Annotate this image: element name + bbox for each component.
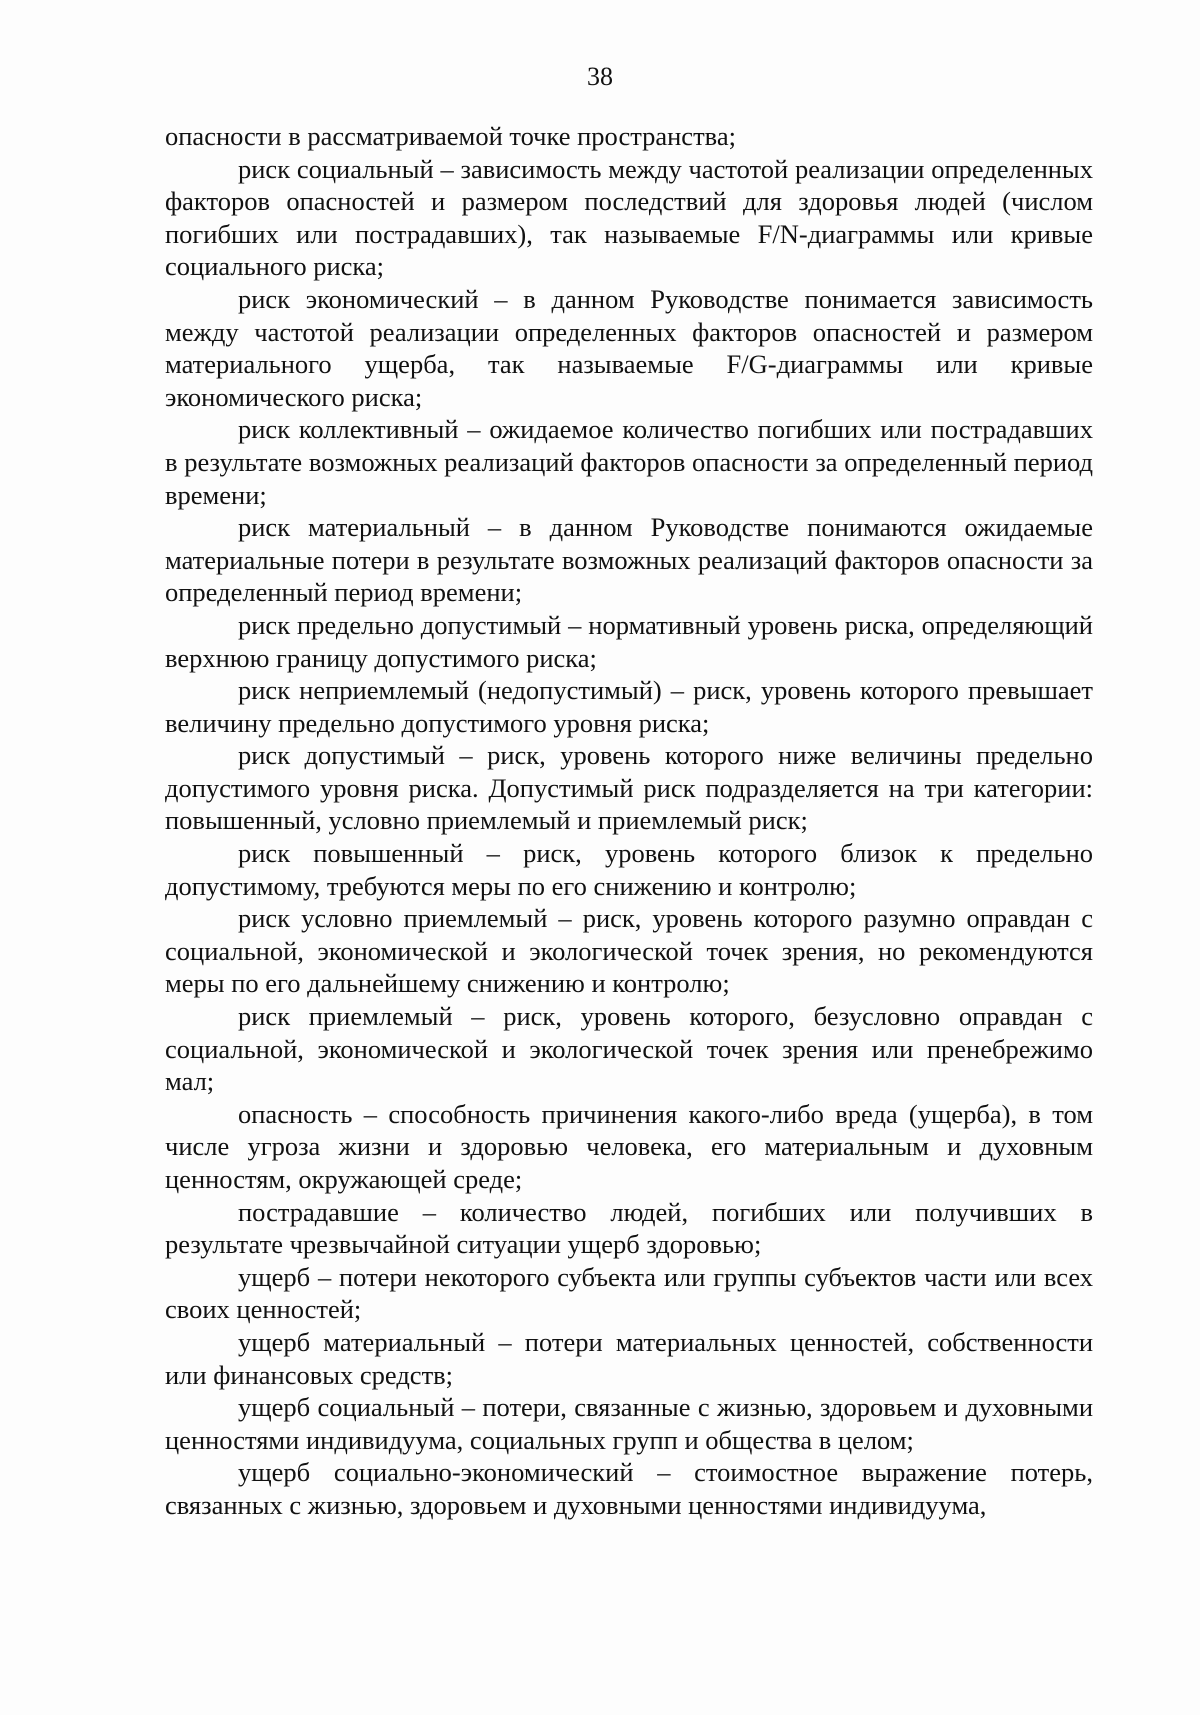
definition-conditionally-acceptable-risk: риск условно приемлемый – риск, уровень которого разумно оправдан с социальной, экономической и экологической точек зрения, но рекомендуются меры по его дальнейшему снижению и контролю; xyxy=(165,903,1093,999)
definition-collective-risk: риск коллективный – ожидаемое количество погибших или пострадавших в результате возможных реализаций факторов опасности за определенный период времени; xyxy=(165,414,1093,510)
definition-elevated-risk: риск повышенный – риск, уровень которого близок к предельно допустимому, требуются меры по его снижению и контролю; xyxy=(165,838,1093,901)
definition-social-damage: ущерб социальный – потери, связанные с жизнью, здоровьем и духовными ценностями индивидуума, социальных групп и общества в целом; xyxy=(165,1392,1093,1455)
definition-economic-risk: риск экономический – в данном Руководстве понимается зависимость между частотой реализации определенных факторов опасностей и размером материального ущерба, так называемые F/G-диаграммы или кривые экономического риска; xyxy=(165,283,1093,412)
definition-victims: пострадавшие – количество людей, погибших или получивших в результате чрезвычайной ситуации ущерб здоровью; xyxy=(165,1196,1093,1260)
definition-acceptable-risk: риск приемлемый – риск, уровень которого, безусловно оправдан с социальной, экономической и экологической точек зрения или пренебрежимо мал; xyxy=(165,1001,1093,1097)
definition-social-risk: риск социальный – зависимость между частотой реализации определенных факторов опасностей и размером последствий для здоровья людей (числом погибших или пострадавших), так называемые F/N-диаграммы или кривые социального риска; xyxy=(165,153,1093,282)
document-body xyxy=(165,120,1093,1522)
paragraph-continuation: опасности в рассматриваемой точке пространства; xyxy=(165,121,736,151)
definition-material-damage: ущерб материальный – потери материальных ценностей, собственности или финансовых средств; xyxy=(165,1326,1093,1390)
definition-hazard: опасность – способность причинения какого-либо вреда (ущерба), в том числе угроза жизни и здоровью человека, его материальным и духовным ценностям, окружающей среде; xyxy=(165,1098,1093,1194)
definition-unacceptable-risk: риск неприемлемый (недопустимый) – риск, уровень которого превышает величину предельно допустимого уровня риска; xyxy=(165,675,1093,738)
definition-max-permissible-risk: риск предельно допустимый – нормативный уровень риска, определяющий верхнюю границу допустимого риска; xyxy=(165,609,1093,673)
definition-damage: ущерб – потери некоторого субъекта или группы субъектов части или всех своих ценностей; xyxy=(165,1261,1093,1325)
definition-material-risk: риск материальный – в данном Руководстве понимаются ожидаемые материальные потери в результате возможных реализаций факторов опасности за определенный период времени; xyxy=(165,512,1093,608)
page-number: 38 xyxy=(587,62,613,91)
definition-socio-economic-damage: ущерб социально-экономический – стоимостное выражение потерь, связанных с жизнью, здоровьем и духовными ценностями индивидуума, xyxy=(165,1457,1093,1520)
definition-permissible-risk: риск допустимый – риск, уровень которого ниже величины предельно допустимого уровня риска. Допустимый риск подразделяется на три категории: повышенный, условно приемлемый и приемлемый риск; xyxy=(165,740,1093,836)
